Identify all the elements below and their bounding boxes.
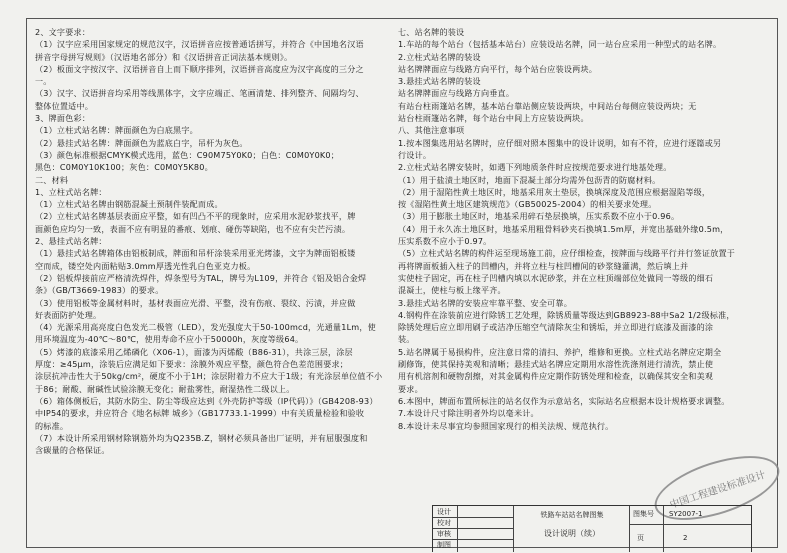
right-col-line: 行设计。 — [398, 149, 432, 160]
left-col-line: 2、文字要求： — [35, 27, 91, 37]
right-col-line: 3.悬挂式站名牌的装设 — [398, 76, 481, 87]
left-col-line: 黑色：C0M0Y10K100；灰色：C0M0Y5K80。 — [35, 162, 213, 173]
right-col-line: 站名牌牌面应与线路方向平行，每个站台应装设两块。 — [398, 63, 598, 74]
right-col-line: 除锈处理后应立即用刷子或洁净压缩空气清除灰尘和锈垢，并立即进行底漆及面漆的涂 — [398, 322, 714, 333]
left-col-line: （2）立柱式站名牌基层表面应平整，如有凹凸不平的现象时，应采用水泥砂浆找平，牌 — [35, 211, 356, 222]
left-col-line: 的标准。 — [35, 420, 69, 431]
right-col-line: 压实系数不应小于0.97。 — [398, 236, 492, 247]
left-col-line: （1）汉字应采用国家规定的规范汉字，汉语拼音应按普通话拼写，并符合《中国地名汉语 — [35, 39, 364, 50]
right-col-line: 3.悬挂式站名牌的安装应牢靠平整、安全可靠。 — [398, 297, 572, 308]
left-col-line: （5）烤漆的底漆采用乙烯磷化（X06-1），面漆为丙烯酸（B86-31），共涂三层，涂层 — [35, 346, 353, 357]
tb-label-check: 校对 — [437, 519, 451, 527]
left-col-line: （4）光源采用高亮度白色发光二极管（LED），发光强度大于50-100mcd，光通量1Lm，使 — [35, 322, 376, 333]
right-col-line: 4.钢构件在涂装前应进行除锈工艺处理，除锈质量等级达到GB8923-88中Sa2 1/2级标准， — [398, 309, 735, 320]
left-col-line: 厚度：≥45μm，涂装后应满足如下要求：涂膜外观应平整，颜色符合色差范围要求； — [35, 359, 349, 370]
left-col-line: 3、牌面色彩： — [35, 113, 91, 124]
left-col-line: 2、悬挂式站名牌： — [35, 236, 107, 247]
right-col-line: 站名牌牌面应与线路方向垂直。 — [398, 88, 515, 99]
atlas-number: SY2007-1 — [669, 510, 703, 518]
left-col-line: 一。 — [35, 76, 52, 87]
right-col-line: 8.本设计未尽事宜均参照国家现行的相关法规、规范执行。 — [398, 420, 614, 431]
right-col-line: 按《湿陷性黄土地区建筑规范》（GB50025-2004）的相关要求处理。 — [398, 199, 657, 210]
tb-label-draw: 制图 — [437, 541, 451, 549]
drawing-subtitle: 设计说明（续） — [544, 529, 600, 538]
right-col-line: 6.本图中，牌面布置所标注的站名仅作为示意站名，实际站名应根据本设计规格要求调整。 — [398, 395, 730, 406]
left-col-line: （3）使用铝板等金属材料时，基材表面应光滑、平整，没有伤痕、裂纹、污渍，并应做 — [35, 297, 356, 308]
left-col-line: 条》（GB/T3669-1983）的要求。 — [35, 285, 164, 296]
left-col-line: 空而成，镂空处内面粘贴3.0mm厚透光性乳白色亚克力板。 — [35, 260, 256, 271]
left-col-line: （1）悬挂式站名牌箱体由铝板制成，牌面和吊杆涂装采用亚光烤漆，文字为牌面铝板镂 — [35, 248, 356, 259]
right-text-column — [398, 26, 760, 432]
right-col-line: 2.立柱式站名牌安装时，如遇下列地质条件时应按规范要求进行地基处理。 — [398, 162, 672, 173]
left-col-line: （6）箱体侧板后，其防水防尘、防尘等级应达到《外壳防护等级（IP代码）》（GB4208-93） — [35, 395, 378, 406]
left-col-line: 整体位置适中。 — [35, 100, 94, 111]
left-col-line: （1）立柱式站名牌由钢筋混凝土预制件装配而成。 — [35, 199, 223, 210]
left-col-line: （1）立柱式站名牌：牌面颜色为白底黑字。 — [35, 125, 198, 136]
left-col-line: 面颜色应均匀一致，表面不应有明显的番痕、划痕、碰伤等缺陷，也不应有尖芒污渍。 — [35, 223, 351, 234]
left-text-column — [35, 26, 385, 456]
page-label: 页 — [637, 534, 644, 542]
right-col-line: 要求。 — [398, 383, 423, 394]
right-col-line: 7.本设计尺寸除注明者外均以毫米计。 — [398, 408, 539, 419]
atlas-label: 图集号 — [633, 510, 654, 518]
left-col-line: 好表面防护处理。 — [35, 309, 102, 320]
page-number: 2 — [683, 534, 688, 542]
left-col-line: （2）板面文字按汉字、汉语拼音自上而下顺序排列，汉语拼音高度应为汉字高度的三分之 — [35, 63, 364, 74]
left-col-line: 二、材料 — [35, 174, 69, 185]
left-col-line: （3）颜色标准根据CMYK模式选用，蓝色：C90M75Y0K0；白色：C0M0Y0K0； — [35, 149, 340, 160]
right-col-line: （5）立柱式站名牌的构件运至现场施工前，应仔细检查，按牌面与线路平行并行签证放置于 — [398, 248, 736, 259]
left-col-line: 用环境温度为-40℃～80℃，使用寿命不应小于50000h，灰度等级64。 — [35, 334, 304, 345]
right-col-line: 5.站名牌属于易损构件，应注意日常的清扫、养护，维修和更换。立柱式站名牌应定期全 — [398, 346, 722, 357]
right-col-line: 装。 — [398, 334, 415, 345]
tb-label-review: 审核 — [437, 530, 451, 538]
right-col-line: 用有机溶剂和硬物刮擦，对其金属构件应定期作防锈处理和检查，以确保其安全和美观 — [398, 371, 714, 382]
right-col-line: 再将牌面板插入柱子的凹槽内，并将立柱与柱凹槽间的砂浆缝灌满，然后填上并 — [398, 260, 689, 271]
left-col-line: 1、立柱式站名牌： — [35, 186, 107, 197]
right-col-line: 2.立柱式站名牌的装设 — [398, 51, 481, 62]
right-col-line: 七、站名牌的装设 — [398, 27, 465, 37]
right-col-line: 八、其他注意事项 — [398, 125, 465, 136]
right-col-line: 实使柱子固定，再在柱子凹槽内填以水泥砂浆，并在立柱顶端部位处做同一等级的细石 — [398, 272, 714, 283]
right-col-line: 1.车站的每个站台（包括基本站台）应装设站名牌，同一站台应采用一种型式的站名牌。 — [398, 39, 722, 50]
title-block — [432, 505, 752, 552]
left-col-line: （2）铝板焊接前应严格清洗焊件，焊条型号为TAL，牌号为L109，并符合《铝及铝合金焊 — [35, 272, 367, 283]
left-col-line: 含碳量的合格保证。 — [35, 445, 110, 456]
drawing-title: 铁路车站站名牌图集 — [540, 511, 604, 519]
left-col-line: （7）本设计所采用钢材除钢筋外均为Q235B.Z，钢材必须具备出厂证明，并有屈服强度和 — [35, 432, 368, 443]
left-col-line: 中IP54的要求，并应符合《地名标牌 城乡》（GB17733.1-1999）中有关质量检验和验收 — [35, 408, 365, 419]
right-col-line: （2）用于湿陷性黄土地区时，地基采用灰土垫层，换填深度及范围应根据湿陷等级， — [398, 186, 711, 197]
right-col-line: 混凝土，使柱与板上缘平齐。 — [398, 285, 506, 296]
right-col-line: （3）用于膨胀土地区时，地基采用碎石垫层换填，压实系数不应小于0.96。 — [398, 211, 680, 222]
right-col-line: 站台柱雨篷站名牌，每个站台中间上方应装设两块。 — [398, 113, 589, 124]
left-col-line: （3）汉字、汉语拼音均采用等线黑体字，文字应端正、笔画清楚、排列整齐、间隔均匀、 — [35, 88, 364, 99]
right-col-line: 刷修饰，使其保持美观和清晰；悬挂式站名牌应定期用水溶性洗涤剂进行清洗，禁止使 — [398, 359, 714, 370]
left-col-line: （2）悬挂式站名牌：牌面颜色为蓝底白字，吊杆为灰色。 — [35, 137, 248, 148]
tb-label-design: 设计 — [437, 508, 451, 516]
left-col-line: 于86；耐酸、耐碱性试验涂膜无变化；耐盐雾性，耐湿热性二级以上。 — [35, 383, 295, 394]
right-col-line: （1）用于盐渍土地区时，地面下混凝土部分均需外包沥青的防腐材料。 — [398, 174, 661, 185]
stamp-text: 中国工程建设标准设计 — [668, 469, 767, 511]
left-col-line: 涂层抗冲击性大于50kg/cm²，硬度不小于1H；涂层附着力不应大于1级；有光涂层单位值不小 — [35, 371, 383, 382]
right-col-line: 1.按本图集选用站名牌时，应仔细对照本图集中的设计说明，如有不符，应进行逐篇或另 — [398, 137, 722, 148]
right-col-line: 有站台柱雨篷站名牌，基本站台靠站侧应装设两块，中间站台每侧应装设两块；无 — [398, 100, 697, 111]
right-col-line: （4）用于永久冻土地区时，地基采用粗骨料砂夹石换填1.5m厚，并宽出基础外缘0.5m， — [398, 223, 729, 234]
left-col-line: 拼音字母拼写规则》（汉语地名部分）和《汉语拼音正词法基本规则》。 — [35, 51, 293, 62]
